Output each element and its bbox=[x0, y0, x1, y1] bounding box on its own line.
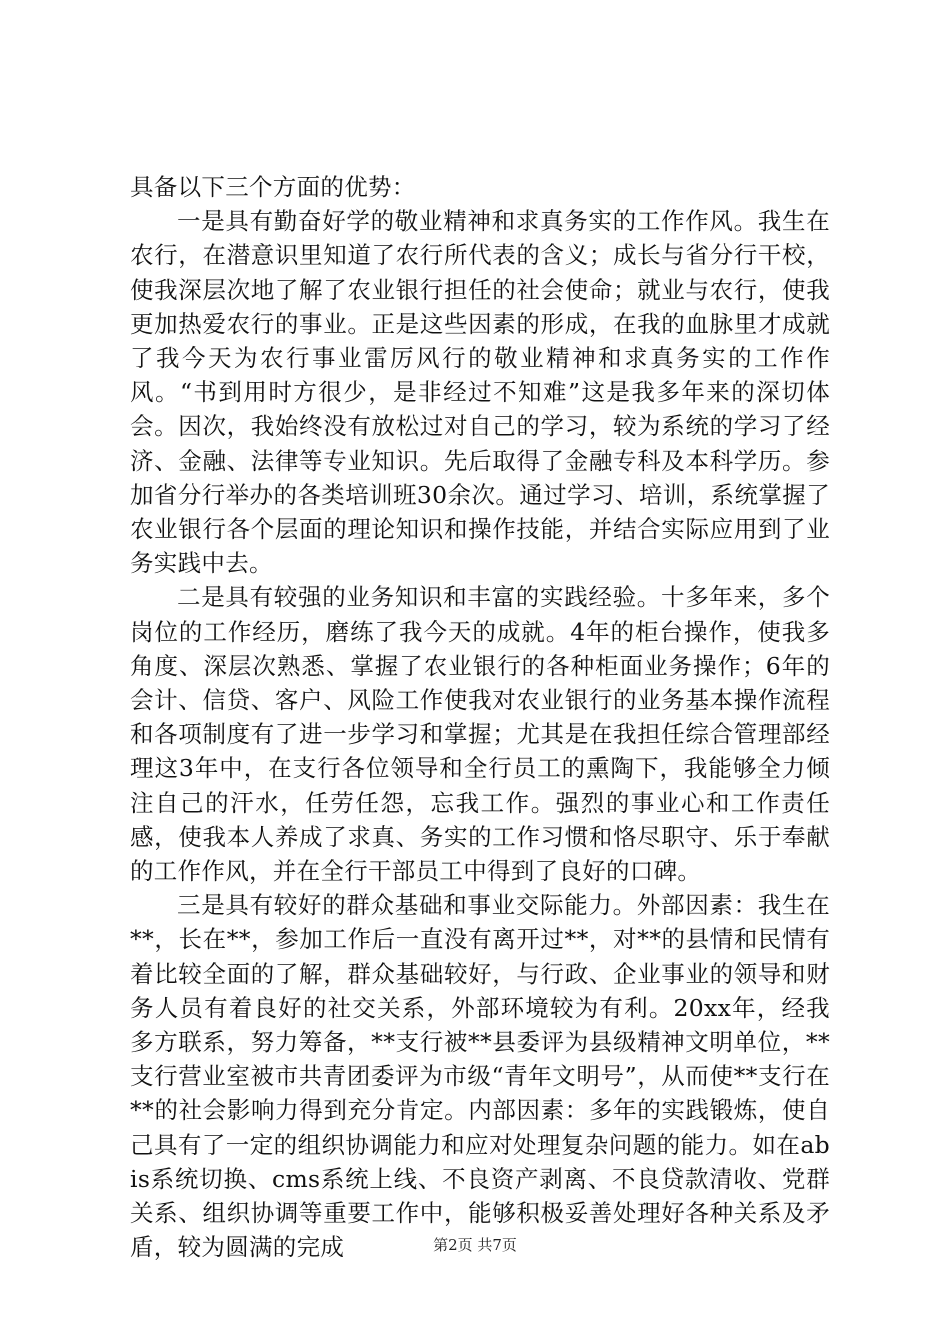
page-number-footer: 第2页 共7页 bbox=[433, 1236, 517, 1254]
document-body bbox=[130, 170, 830, 1265]
paragraph-second-advantage: 二是具有较强的业务知识和丰富的实践经验。十多年来，多个岗位的工作经历，磨练了我今天的成就。4年的柜台操作，使我多角度、深层次熟悉、掌握了农业银行的各种柜面业务操作；6年的会计、信贷、客户、风险工作使我对农业银行的业务基本操作流程和各项制度有了进一步学习和掌握；尤其是在我担任综合管理部经理这3年中，在支行各位领导和全行员工的熏陶下，我能够全力倾注自己的汗水，任劳任怨，忘我工作。强烈的事业心和工作责任感，使我本人养成了求真、务实的工作习惯和恪尽职守、乐于奉献的工作作风，并在全行干部员工中得到了良好的口碑。 bbox=[130, 583, 830, 886]
paragraph-first-advantage: 一是具有勤奋好学的敬业精神和求真务实的工作作风。我生在农行，在潜意识里知道了农行所代表的含义；成长与省分行干校，使我深层次地了解了农业银行担任的社会使命；就业与农行，使我更加热爱农行的事业。正是这些因素的形成，在我的血脉里才成就了我今天为农行事业雷厉风行的敬业精神和求真务实的工作作风。“书到用时方很少，是非经过不知难”这是我多年来的深切体会。因次，我始终没有放松过对自己的学习，较为系统的学习了经济、金融、法律等专业知识。先后取得了金融专科及本科学历。参加省分行举办的各类培训班30余次。通过学习、培训，系统掌握了农业银行各个层面的理论知识和操作技能，并结合实际应用到了业务实践中去。 bbox=[130, 207, 830, 578]
intro-line: 具备以下三个方面的优势： bbox=[130, 173, 416, 201]
paragraph-third-advantage: 三是具有较好的群众基础和事业交际能力。外部因素：我生在**，长在**，参加工作后一直没有离开过**，对**的县情和民情有着比较全面的了解，群众基础较好，与行政、企业事业的领导和财务人员有着良好的社交关系，外部环境较为有利。20xx年，经我多方联系，努力筹备，**支行被**县委评为县级精神文明单位，**支行营业室被市共青团委评为市级“青年文明号”，从而使**支行在**的社会影响力得到充分肯定。内部因素：多年的实践锻炼，使自己具有了一定的组织协调能力和应对处理复杂问题的能力。如在abis系统切换、cms系统上线、不良资产剥离、不良贷款清收、党群关系、组织协调等重要工作中，能够积极妥善处理好各种关系及矛盾，较为圆满的完成 bbox=[130, 891, 830, 1262]
